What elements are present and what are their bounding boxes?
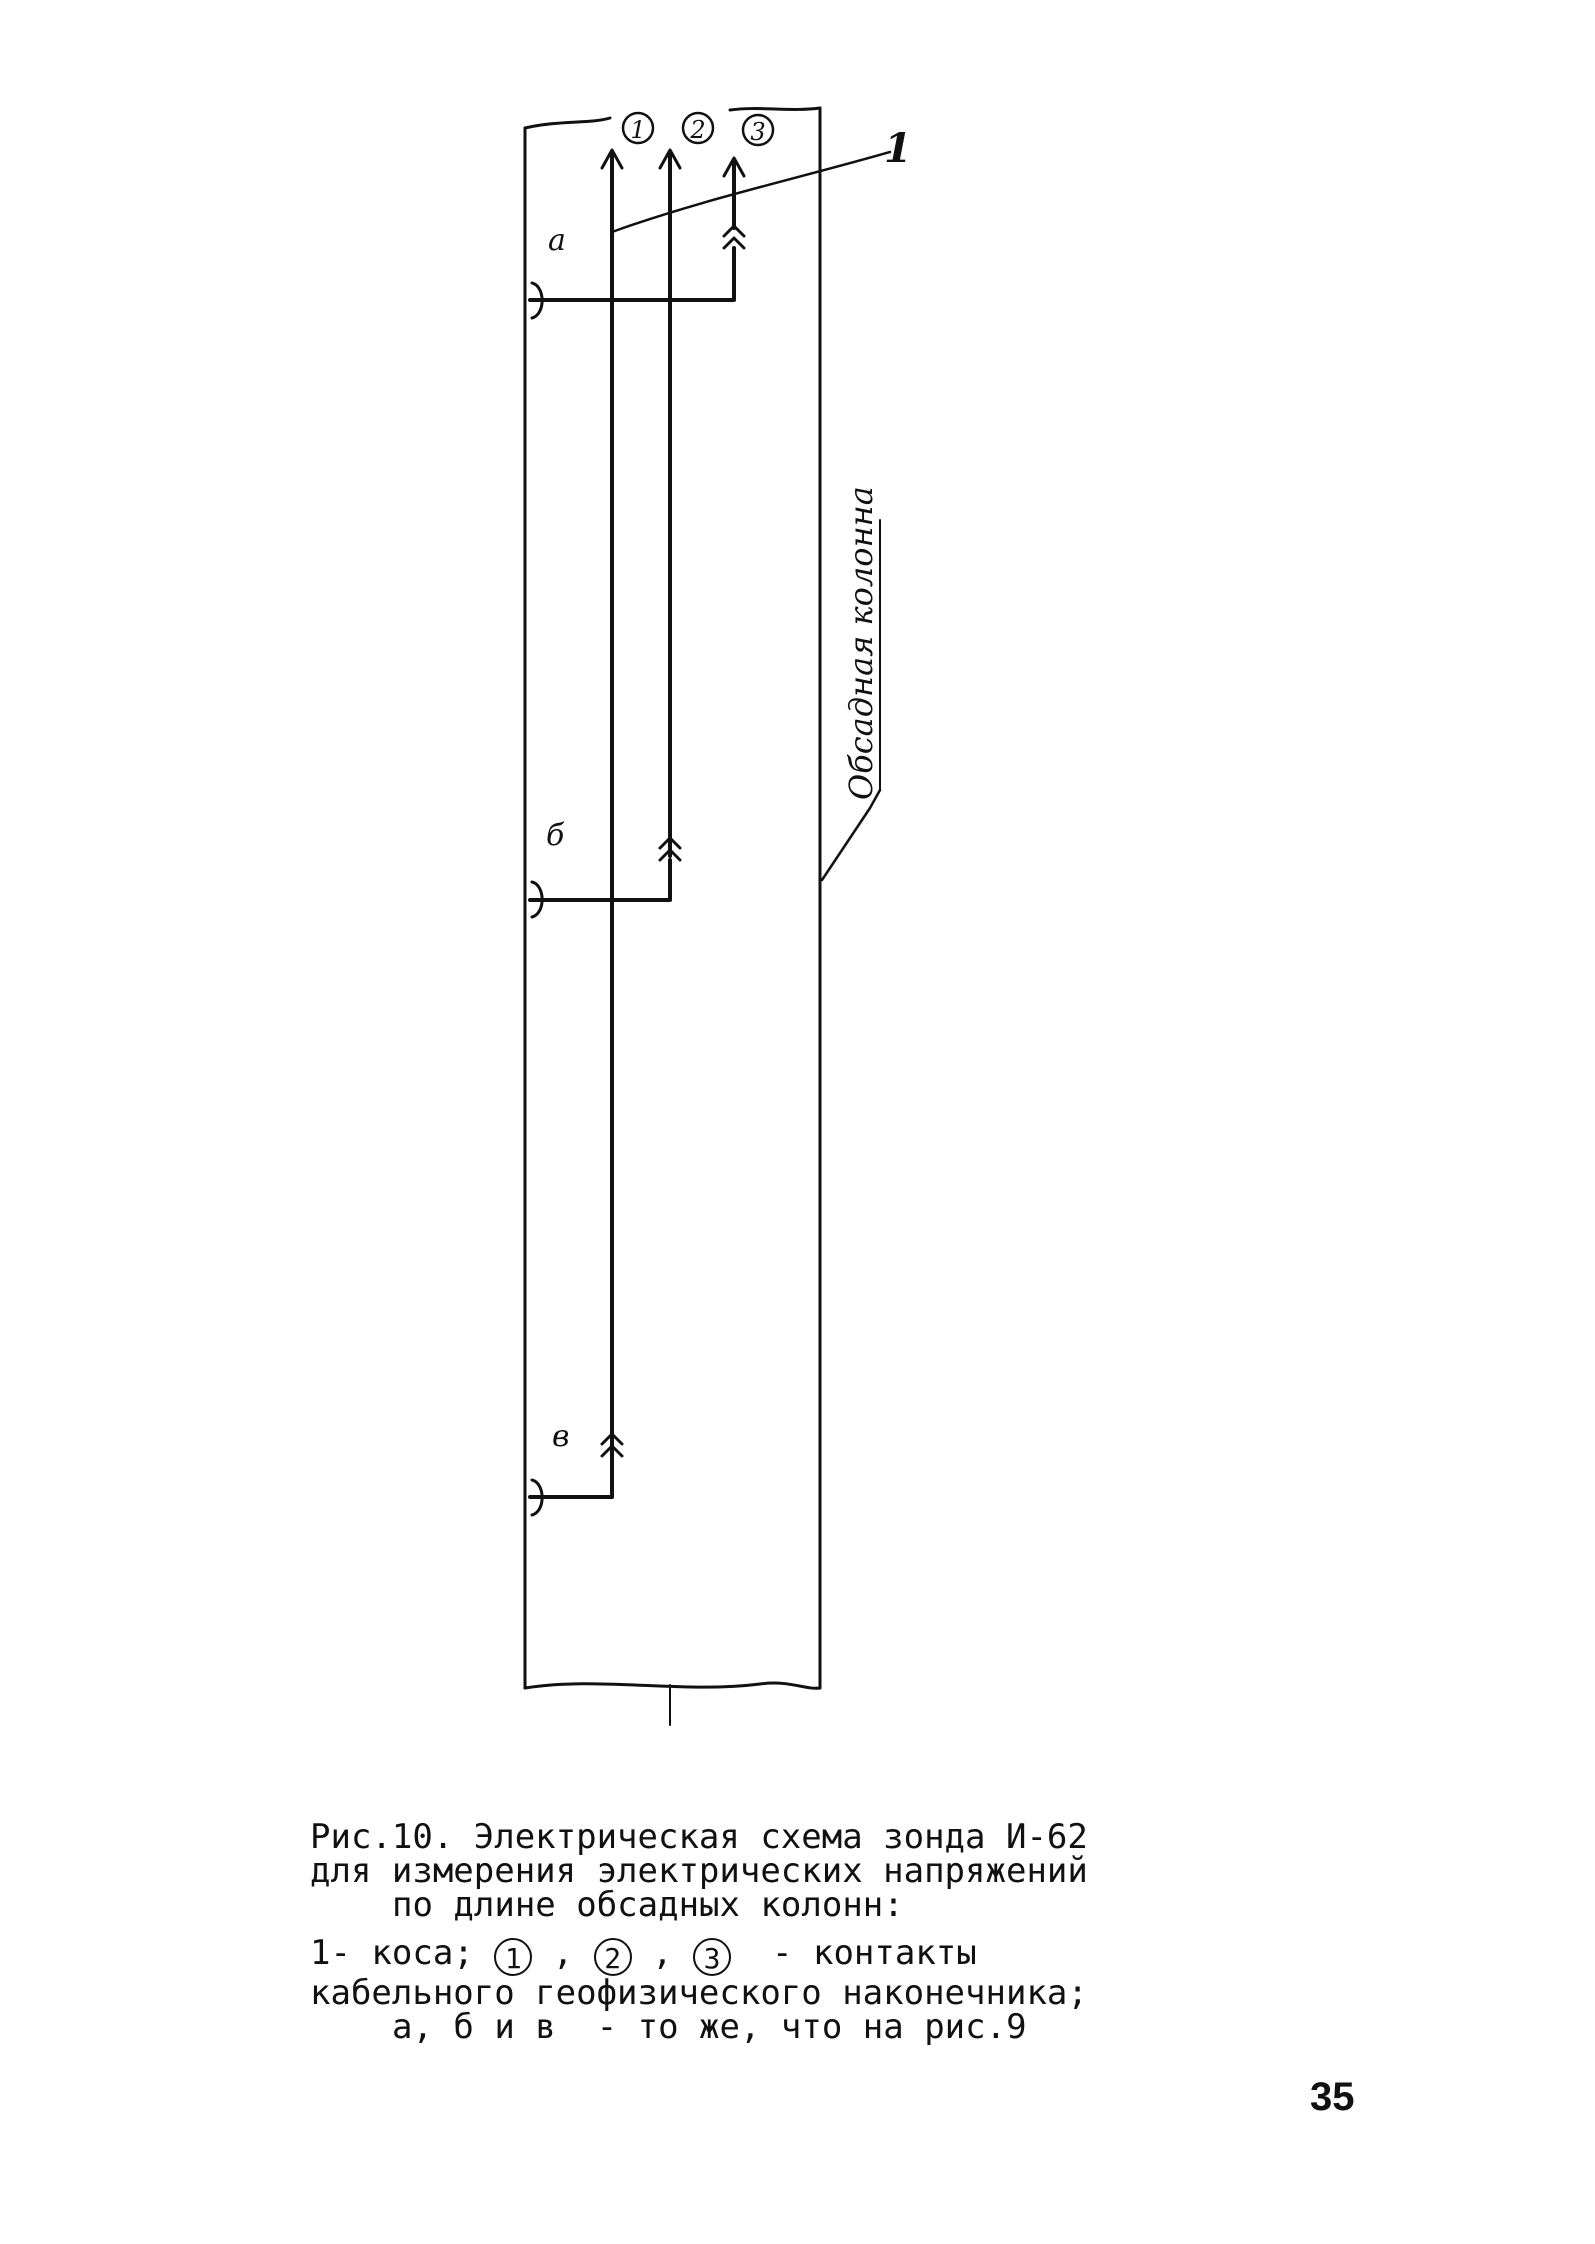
caption-line-2: для измерения электрических напряжений — [310, 1851, 1088, 1891]
figure-caption — [300, 1817, 1160, 2047]
caption-contact-1: 1 — [494, 1938, 532, 1976]
caption-line-6: а, б и в - то же, что на рис.9 — [392, 2007, 1027, 2047]
caption-contacts-text: - контакты — [772, 1933, 977, 1973]
contact-number-3: 3 — [750, 118, 766, 146]
casing-label: Обсадная колонна — [842, 486, 880, 800]
wire-contact-2 — [660, 150, 680, 856]
page-number: 35 — [1310, 2075, 1355, 2119]
electrode-v — [530, 1434, 622, 1515]
label-b: б — [546, 818, 565, 853]
caption-contact-3: 3 — [693, 1938, 731, 1976]
caption-line-4: 1- коса; 1 , 2 , 3 - контакты — [310, 1933, 977, 1975]
braid-leader-line — [612, 152, 890, 232]
label-v: в — [552, 1419, 570, 1454]
contact-number-2: 2 — [690, 116, 706, 144]
braid-label: 1 — [884, 125, 912, 172]
caption-line-3: по длине обсадных колонн: — [392, 1885, 904, 1925]
caption-line-5: кабельного геофизического наконечника; — [310, 1973, 1088, 2013]
caption-line-1: Рис.10. Электрическая схема зонда И-62 — [310, 1817, 1088, 1857]
wire-contact-1 — [602, 150, 622, 1497]
contact-number-1: 1 — [630, 116, 646, 144]
caption-contact-2: 2 — [594, 1938, 632, 1976]
casing-leader-line — [822, 790, 880, 880]
caption-braid-text: 1- коса; — [310, 1933, 474, 1973]
label-a: а — [548, 223, 566, 258]
